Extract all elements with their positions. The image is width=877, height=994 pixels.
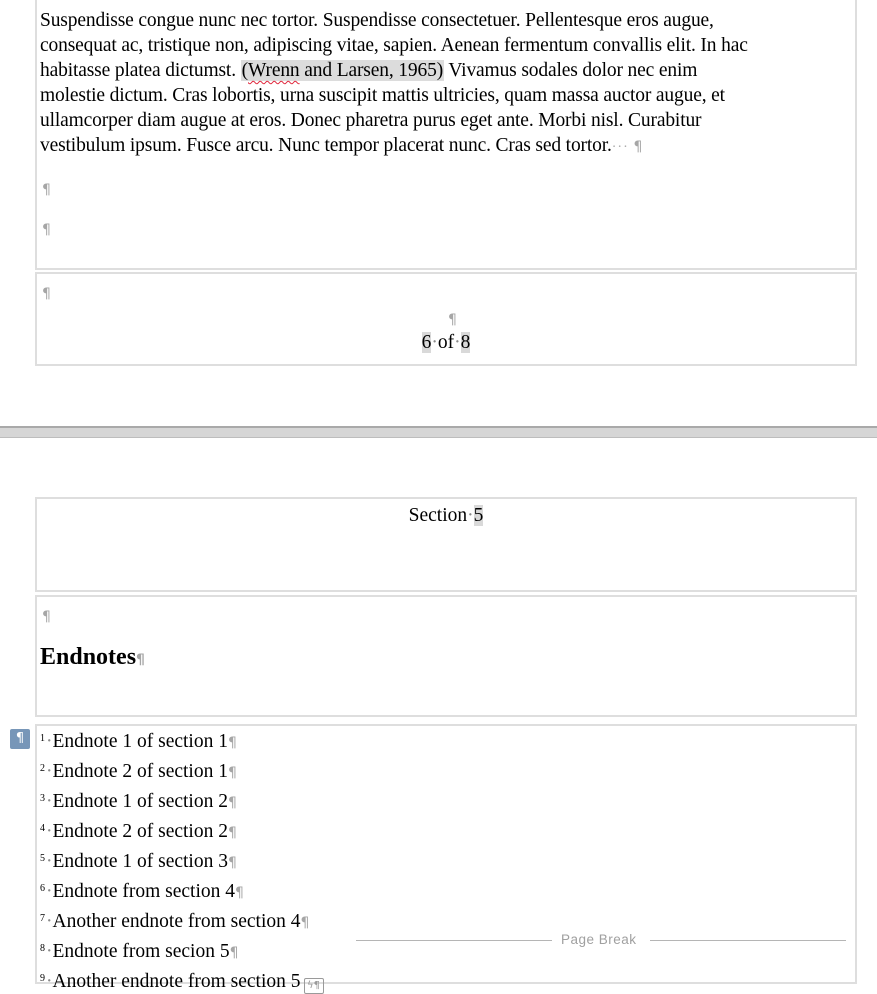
pilcrow-icon: ¶ [448,312,457,328]
endnote-item[interactable]: $^8$·Endnote from secion 5¶ [40,941,239,962]
citation-author: Wrenn [248,60,300,81]
endnote-item[interactable]: $^9$·Another endnote from section 5 ϟ¶ [40,966,324,994]
endnotes-heading[interactable] [40,642,145,675]
footer-page-number[interactable]: 6·of·8 [421,332,471,353]
endnote-item[interactable]: $^1$·Endnote 1 of section 1¶ [40,731,237,752]
citation-field[interactable] [241,60,444,81]
citation-rest: and Larsen, 1965) [304,60,444,81]
pilcrow-icon: ¶ [633,139,643,155]
endnote-item[interactable]: $^6$·Endnote from section 4¶ [40,881,244,902]
page-break-label: Page Break [561,932,637,947]
body-line-6: vestibulum ipsum. Fusce arcu. Nunc tempor placerat nunc. Cras sed tortor. [40,135,612,156]
header-section-label[interactable]: Section·5 [408,505,484,526]
heading-frame [35,595,857,717]
page-break-icon[interactable]: ϟ¶ [304,978,324,994]
body-line-3-cont: Vivamus sodales dolor nec enim [448,60,698,81]
pilcrow-icon: ¶ [136,652,145,668]
body-line-2: consequat ac, tristique non, adipiscing vitae, sapien. Aenean fermentum convallis elit. In hac [40,35,748,56]
page-total-field[interactable]: 8 [460,332,471,353]
pilcrow-icon: ¶ [42,286,51,302]
body-paragraph[interactable] [40,8,850,160]
body-line-1: Suspendisse congue nunc nec tortor. Suspendisse consectetuer. Pellentesque eros augue, [40,10,714,31]
endnote-item[interactable]: $^7$·Another endnote from section 4¶ [40,911,310,932]
page-break-line-right [650,940,846,941]
page-break-line-left [356,940,552,941]
page-separator [0,426,877,438]
page-6 [0,0,877,426]
endnotes-heading-text: Endnotes [40,644,137,670]
section-label: Section [408,505,468,526]
page-number-field[interactable]: 6 [421,332,432,353]
endnotes-list [40,726,324,994]
citation-open: ( [241,60,248,81]
tab-ellipsis: ··· [611,140,629,155]
body-line-5: ullamcorper diam augue at eros. Donec pharetra purus eget ante. Morbi nisl. Curabitur [40,110,702,131]
endnote-item[interactable]: $^3$·Endnote 1 of section 2¶ [40,791,237,812]
pilcrow-icon: ¶ [42,182,51,198]
endnote-item[interactable]: $^4$·Endnote 2 of section 2¶ [40,821,237,842]
pilcrow-icon: ¶ [42,609,51,625]
endnote-item[interactable]: $^2$·Endnote 2 of section 1¶ [40,761,237,782]
section-number-field[interactable]: 5 [473,505,484,526]
paragraph-handle-icon[interactable]: ¶ [10,729,30,749]
endnote-item[interactable]: $^5$·Endnote 1 of section 3¶ [40,851,237,872]
page-7 [0,438,877,992]
pilcrow-icon: ¶ [42,222,51,238]
body-line-3: habitasse platea dictumst. [40,60,236,81]
body-line-4: molestie dictum. Cras lobortis, urna suscipit mattis ultricies, quam massa auctor augue, et [40,85,725,106]
page-of-label: of [437,332,455,353]
